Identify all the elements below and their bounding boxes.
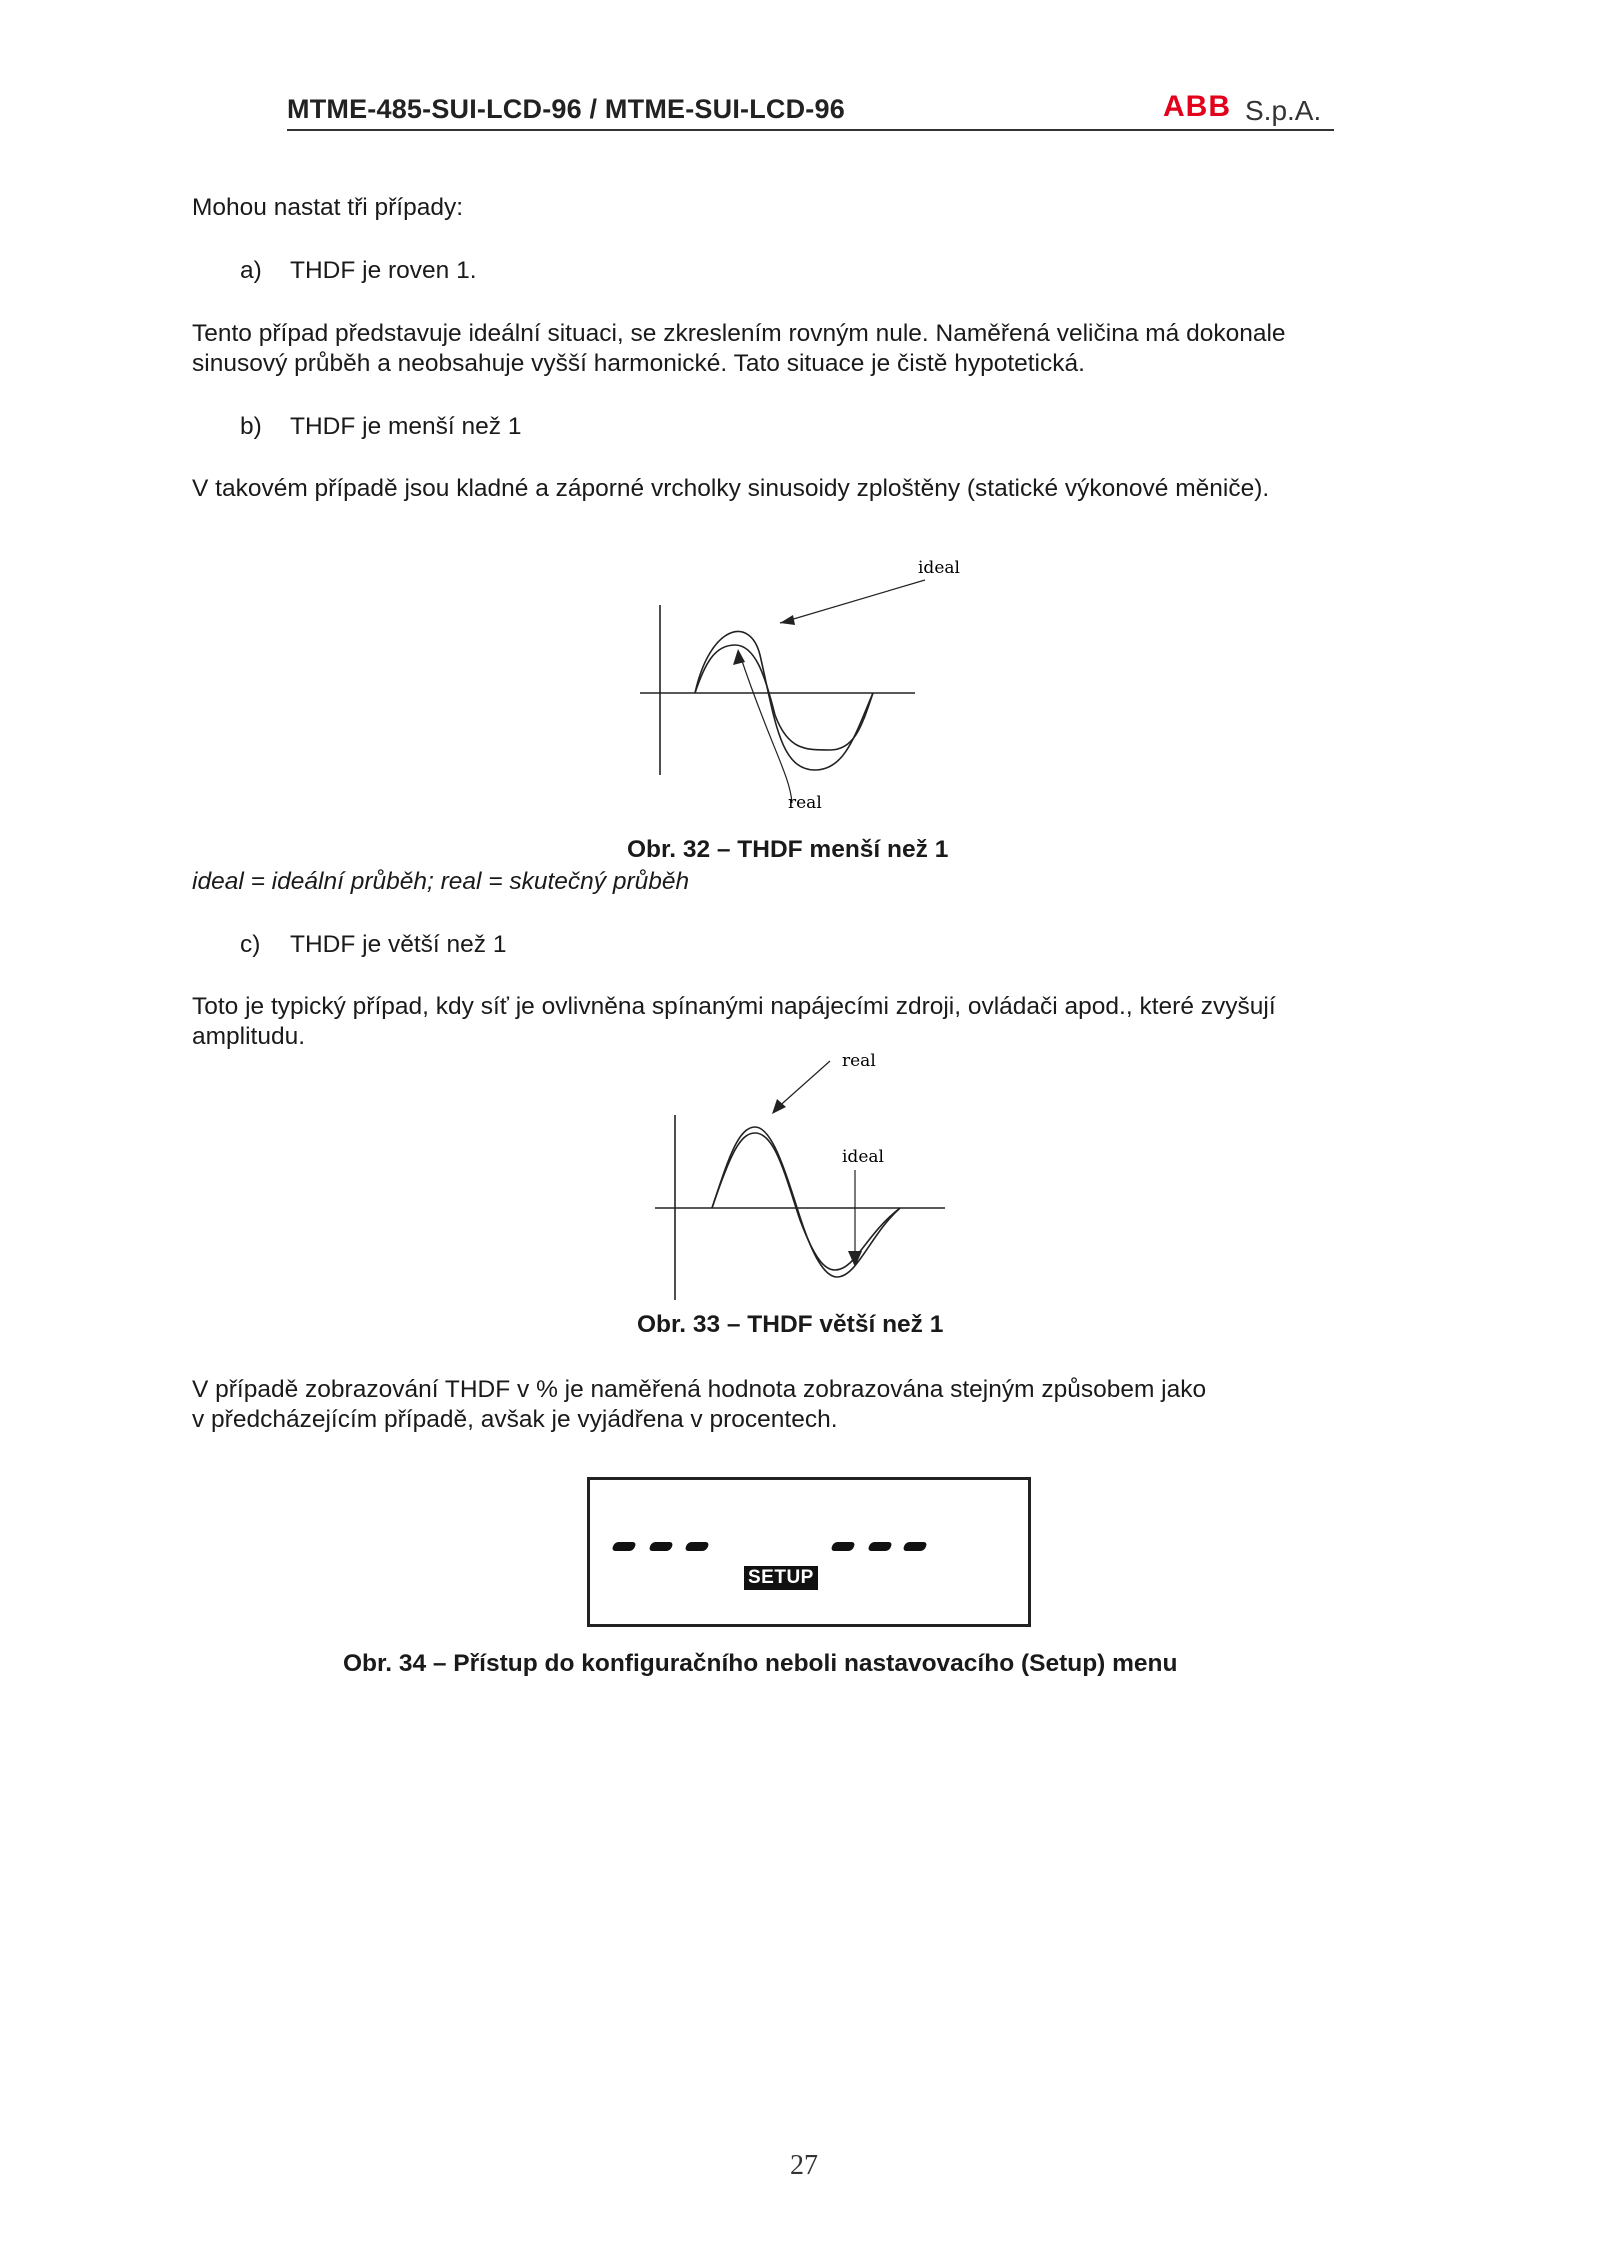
figure-34-caption: Obr. 34 – Přístup do konfiguračního neboli nastavovacího (Setup) menu [343,1650,1178,1677]
fig33-real-label: real [842,1051,876,1071]
fig33-real-arrow [775,1061,830,1110]
fig32-ideal-wave [695,631,873,770]
case-b-heading: THDF je menší než 1 [290,413,522,440]
abb-logo: ABB [1163,90,1231,123]
fig32-ideal-arrow [780,580,925,623]
lcd-display [587,1477,1031,1627]
case-c-heading: THDF je větší než 1 [290,931,507,958]
figure-33-diagram [650,1045,950,1305]
brand-suffix: S.p.A. [1245,95,1322,126]
case-a-label: a) [240,257,262,284]
case-b-description: V takovém případě jsou kladné a záporné vrcholky sinusoidy zploštěny (statické výkonové měniče). [192,475,1270,502]
fig33-real-arrowhead [772,1099,786,1114]
case-a-description-line2: sinusový průběh a neobsahuje vyšší harmonické. Tato situace je čistě hypotetická. [192,350,1085,377]
fig32-real-label: real [788,793,822,813]
case-b-label: b) [240,413,262,440]
fig33-ideal-label: ideal [842,1147,884,1167]
page-number: 27 [790,2150,818,2181]
intro-paragraph: Mohou nastat tři případy: [192,194,464,221]
fig32-ideal-label: ideal [918,558,960,578]
case-a-description-line1: Tento případ představuje ideální situaci, se zkreslením rovným nule. Naměřená veličina má dokonale [192,320,1286,347]
fig32-real-wave [695,645,873,750]
header-divider [287,129,1334,131]
lcd-dash-1 [611,1542,636,1551]
lcd-dash-6 [902,1542,927,1551]
fig32-ideal-arrowhead [780,615,795,625]
fig32-real-arrow [740,655,792,803]
figure-33-caption: Obr. 33 – THDF větší než 1 [637,1311,944,1338]
case-c-description-line2: amplitudu. [192,1023,306,1050]
figure-32-diagram [630,545,1030,815]
percent-description-line2: v předcházejícím případě, avšak je vyjádřena v procentech. [192,1406,838,1433]
lcd-dash-3 [684,1542,709,1551]
lcd-dash-4 [830,1542,855,1551]
percent-description-line1: V případě zobrazování THDF v % je naměřená hodnota zobrazována stejným způsobem jako [192,1376,1207,1403]
case-c-description-line1: Toto je typický případ, kdy síť je ovlivněna spínanými napájecími zdroji, ovládači apod., které zvyšují [192,993,1276,1020]
document-header-title: MTME-485-SUI-LCD-96 / MTME-SUI-LCD-96 [287,94,845,124]
case-c-label: c) [240,931,261,958]
figure-32-note: ideal = ideální průběh; real = skutečný průběh [192,868,690,895]
case-a-heading: THDF je roven 1. [290,257,477,284]
lcd-dash-2 [648,1542,673,1551]
fig32-real-arrowhead [733,649,745,665]
lcd-dash-5 [867,1542,892,1551]
lcd-setup-badge: SETUP [744,1566,818,1590]
figure-32-caption: Obr. 32 – THDF menší než 1 [627,836,949,863]
